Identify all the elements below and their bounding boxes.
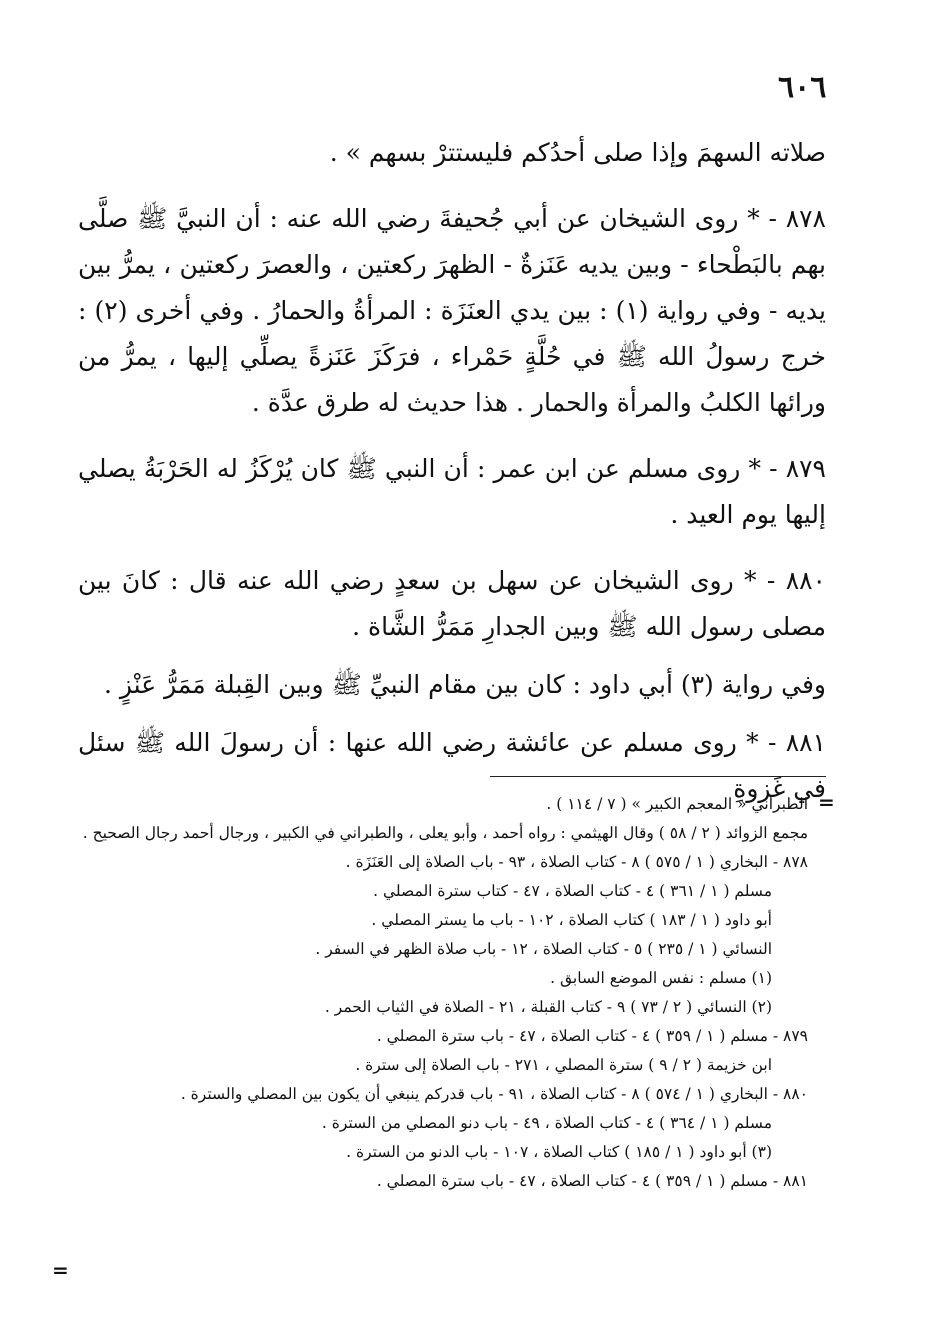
- footnote-divider: [490, 776, 826, 777]
- footnote-line: ٨٧٨ - البخاري ( ١ / ٥٧٥ ) ٨ - كتاب الصلاة ، ٩٣ - باب الصلاة إلى العَنَزَة .: [345, 853, 808, 871]
- page-number: ٦٠٦: [778, 70, 827, 105]
- paragraph-hadith-881: ٨٨١ - * روى مسلم عن عائشة رضي الله عنها : أن رسولَ الله ﷺ سئل في غَزوةِ: [78, 728, 826, 803]
- paragraph-hadith-879: ٨٧٩ - * روى مسلم عن ابن عمر : أن النبي ﷺ كان يُرْكَزُ له الحَرْبَةُ يصلي إليها يوم العيد .: [78, 454, 826, 529]
- footnote-line: ابن خزيمة ( ٢ / ٩ ) سترة المصلي ، ٢٧١ - باب الصلاة إلى سترة .: [355, 1056, 772, 1074]
- footnote-line: (١) مسلم : نفس الموضع السابق .: [550, 969, 772, 987]
- paragraph-hadith-880: ٨٨٠ - * روى الشيخان عن سهل بن سعدٍ رضي الله عنه قال : كانَ بين مصلى رسول الله ﷺ وبين الجدارِ مَمَرُّ الشَّاة .: [78, 566, 826, 641]
- footnote-line: (٣) أبو داود ( ١ / ١٨٥ ) كتاب الصلاة ، ١٠٧ - باب الدنو من السترة .: [346, 1143, 772, 1161]
- paragraph-hadith-878: ٨٧٨ - * روى الشيخان عن أبي جُحيفةَ رضي الله عنه : أن النبيَّ ﷺ صلَّى بهم بالبَطْحاء - وبين يديه عَنَزةٌ - الظهرَ ركعتين ، والعصرَ ركعتين ، يمرُّ بين يديه - وفي رواية (١) : بين يدي العنَزَة : المرأةُ والحمارُ . وفي أخرى (٢) : خرج رسولُ الله ﷺ في حُلَّةٍ حَمْراء ، فرَكَزَ عَنَزةً يصلِّي إليها ، يمرُّ من ورائها الكلبُ والمرأة والحمار . هذا حديث له طرق عدَّة .: [78, 204, 826, 417]
- page-bottom-mark: =: [52, 1258, 69, 1282]
- footnote-line: ٨٧٩ - مسلم ( ١ / ٣٥٩ ) ٤ - كتاب الصلاة ، ٤٧ - باب سترة المصلي .: [376, 1027, 808, 1045]
- footnote-line: ٨٨٠ - البخاري ( ١ / ٥٧٤ ) ٨ - كتاب الصلاة ، ٩١ - باب قدركم ينبغي أن يكون بين المصلي والسترة .: [180, 1085, 808, 1103]
- footnote-line: النسائي ( ١ / ٢٣٥ ) ٥ - كتاب الصلاة ، ١٢ - باب صلاة الظهر في السفر .: [315, 940, 772, 958]
- footnote-line: الطبراني « المعجم الكبير » ( ٧ / ١١٤ ) .: [546, 795, 808, 813]
- footnote-line: مجمع الزوائد ( ٢ / ٥٨ ) وقال الهيثمي : رواه أحمد ، وأبو يعلى ، والطبراني في الكبير ، ورجال أحمد رجال الصحيح .: [82, 824, 808, 842]
- paragraph-continuation: صلاته السهمَ وإذا صلى أحدُكم فليستترْ بسهم » .: [329, 138, 826, 167]
- footnote-continuation-mark: =: [818, 790, 835, 814]
- main-text: [78, 130, 826, 832]
- footnote-line: مسلم ( ١ / ٣٦٤ ) ٤ - كتاب الصلاة ، ٤٩ - باب دنو المصلي من السترة .: [321, 1114, 772, 1132]
- footnote-line: أبو داود ( ١ / ١٨٣ ) كتاب الصلاة ، ١٠٢ - باب ما يستر المصلي .: [371, 911, 772, 929]
- footnote-line: ٨٨١ - مسلم ( ١ / ٣٥٩ ) ٤ - كتاب الصلاة ، ٤٧ - باب سترة المصلي .: [376, 1172, 808, 1190]
- footnotes: [78, 790, 808, 1196]
- footnote-line: مسلم ( ١ / ٣٦١ ) ٤ - كتاب الصلاة ، ٤٧ - كتاب سترة المصلي .: [373, 882, 772, 900]
- paragraph-hadith-880-riwaya: وفي رواية (٣) أبي داود : كان بين مقام النبيِّ ﷺ وبين القِبلة مَمَرُّ عَنْزٍ .: [103, 670, 826, 699]
- footnote-line: (٢) النسائي ( ٢ / ٧٣ ) ٩ - كتاب القبلة ، ٢١ - الصلاة في الثياب الحمر .: [324, 998, 772, 1016]
